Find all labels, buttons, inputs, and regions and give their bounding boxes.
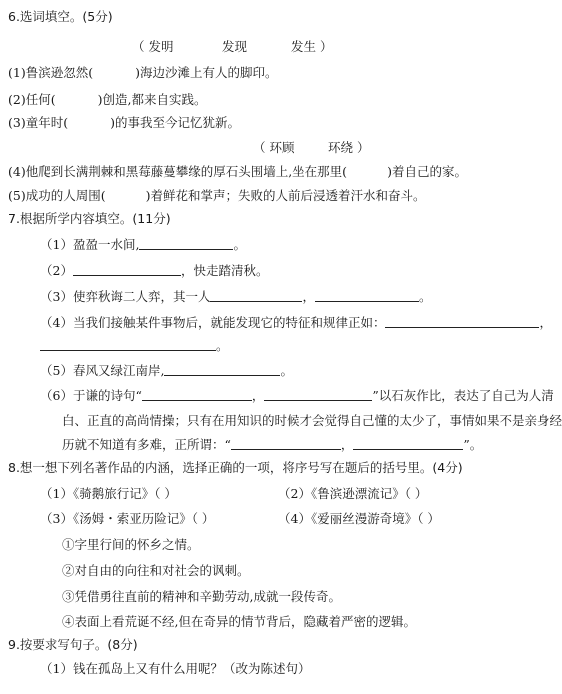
q6-item-1-post: )海边沙滩上有人的脚印。 <box>135 65 278 80</box>
q6-word-option: 环绕 ） <box>328 140 370 155</box>
q6-title: 6.选词填空。(5分) <box>8 9 113 24</box>
q7-line-6 <box>40 388 554 404</box>
q6-item-5 <box>8 188 425 204</box>
answer-blank[interactable] <box>164 363 280 376</box>
q6-item-4 <box>8 164 467 180</box>
q8-option-2: ②对自由的向往和对社会的讽刺。 <box>62 563 250 578</box>
answer-blank[interactable] <box>385 315 539 328</box>
q7-line-2 <box>40 263 268 279</box>
q7-title: 7.根据所学内容填空。(11分) <box>8 211 171 226</box>
q7-line-6-cont: 白、正直的高尚情操；只有在用知识的时候才会觉得自己懂的太少了，事情如果不是亲身经 <box>62 413 562 428</box>
q7-line-2-text: ，快走踏清秋。 <box>180 263 269 278</box>
answer-blank[interactable] <box>353 437 463 450</box>
q7-line-5 <box>40 363 293 379</box>
q7-line-3-sep: ， <box>302 289 315 304</box>
q8-option-1: ①字里行间的怀乡之情。 <box>62 537 200 552</box>
answer-blank[interactable] <box>40 338 216 351</box>
q9-line-1: （1）钱在孤岛上又有什么用呢？（改为陈述句） <box>40 661 311 676</box>
answer-blank[interactable] <box>73 263 181 276</box>
q6-item-2-post: )创造,都来自实践。 <box>97 92 207 107</box>
q7-line-1-text: （1）盈盈一水间, <box>40 237 140 252</box>
q6-item-2-pre: (2)任何( <box>8 92 56 107</box>
q6-word-option: 发生 ） <box>291 39 333 54</box>
q7-line-4-text: （4）当我们接触某件事物后，就能发现它的特征和规律正如： <box>40 315 386 330</box>
q6-item-3-pre: (3)童年时( <box>8 115 69 130</box>
q7-line-4 <box>40 315 552 331</box>
q6-item-4-post: )着自己的家。 <box>387 164 467 179</box>
q7-line-4-end: 。 <box>216 338 229 353</box>
q7-line-1-end: 。 <box>233 237 246 252</box>
q6-item-3 <box>8 115 240 131</box>
q6-word-option: （ 发明 <box>132 39 174 54</box>
q6-word-option: 发现 <box>222 39 248 54</box>
q8-option-4: ④表面上看荒诞不经,但在奇异的情节背后，隐藏着严密的逻辑。 <box>62 614 416 629</box>
answer-blank[interactable] <box>231 437 341 450</box>
answer-blank[interactable] <box>315 289 419 302</box>
q7-line-2-num: （2） <box>40 263 73 278</box>
q7-line-6-cont2 <box>62 437 482 453</box>
answer-blank[interactable] <box>210 289 302 302</box>
q8-book-1: （1）《骑鹅旅行记》（ ） <box>40 486 177 501</box>
q7-line-6-text2: 历就不知道有多难，正所谓：“ <box>62 437 231 452</box>
q7-line-4-cont <box>40 338 229 354</box>
q8-option-3: ③凭借勇往直前的精神和辛勤劳动,成就一段传奇。 <box>62 589 341 604</box>
q7-line-6-text: （6）于谦的诗句“ <box>40 388 142 403</box>
q8-book-2: （2）《鲁滨逊漂流记》（ ） <box>278 486 428 501</box>
q7-line-6-sep: ， <box>251 388 265 403</box>
q7-line-3 <box>40 289 432 305</box>
q7-line-3-text: （3）使弈秋诲二人弈，其一人 <box>40 289 211 304</box>
q6-item-1-pre: (1)鲁滨逊忽然( <box>8 65 94 80</box>
q7-line-6-tail: ”以石灰作比，表达了自己为人清 <box>372 388 554 403</box>
q8-book-3: （3）《汤姆・索亚历险记》（ ） <box>40 511 215 526</box>
q7-line-1 <box>40 237 246 253</box>
q6-item-1 <box>8 65 277 81</box>
q6-item-4-pre: (4)他爬到长满荆棘和黑莓藤蔓攀缘的厚石头围墙上,坐在那里( <box>8 164 348 179</box>
q6-item-2 <box>8 92 206 108</box>
q7-line-3-end: 。 <box>418 289 432 304</box>
answer-blank[interactable] <box>264 388 372 401</box>
q6-item-3-post: )的事我至今记忆犹新。 <box>110 115 240 130</box>
q7-line-6-sep2: ， <box>340 437 354 452</box>
q7-line-5-end: 。 <box>280 363 293 378</box>
answer-blank[interactable] <box>142 388 252 401</box>
answer-blank[interactable] <box>139 237 233 250</box>
q7-line-6-end: ”。 <box>463 437 483 452</box>
q7-line-4-sep: ， <box>539 315 552 330</box>
q8-title: 8.想一想下列名著作品的内涵，选择正确的一项，将序号写在题后的括号里。(4分) <box>8 460 463 475</box>
q6-item-5-post: )着鲜花和掌声；失败的人前后浸透着汗水和奋斗。 <box>145 188 426 203</box>
q9-title: 9.按要求写句子。(8分) <box>8 637 138 652</box>
q6-item-5-pre: (5)成功的人周围( <box>8 188 106 203</box>
q6-word-option: （ 环顾 <box>253 140 295 155</box>
q7-line-5-text: （5）春风又绿江南岸, <box>40 363 165 378</box>
q8-book-4: （4）《爱丽丝漫游奇境》（ ） <box>278 511 440 526</box>
